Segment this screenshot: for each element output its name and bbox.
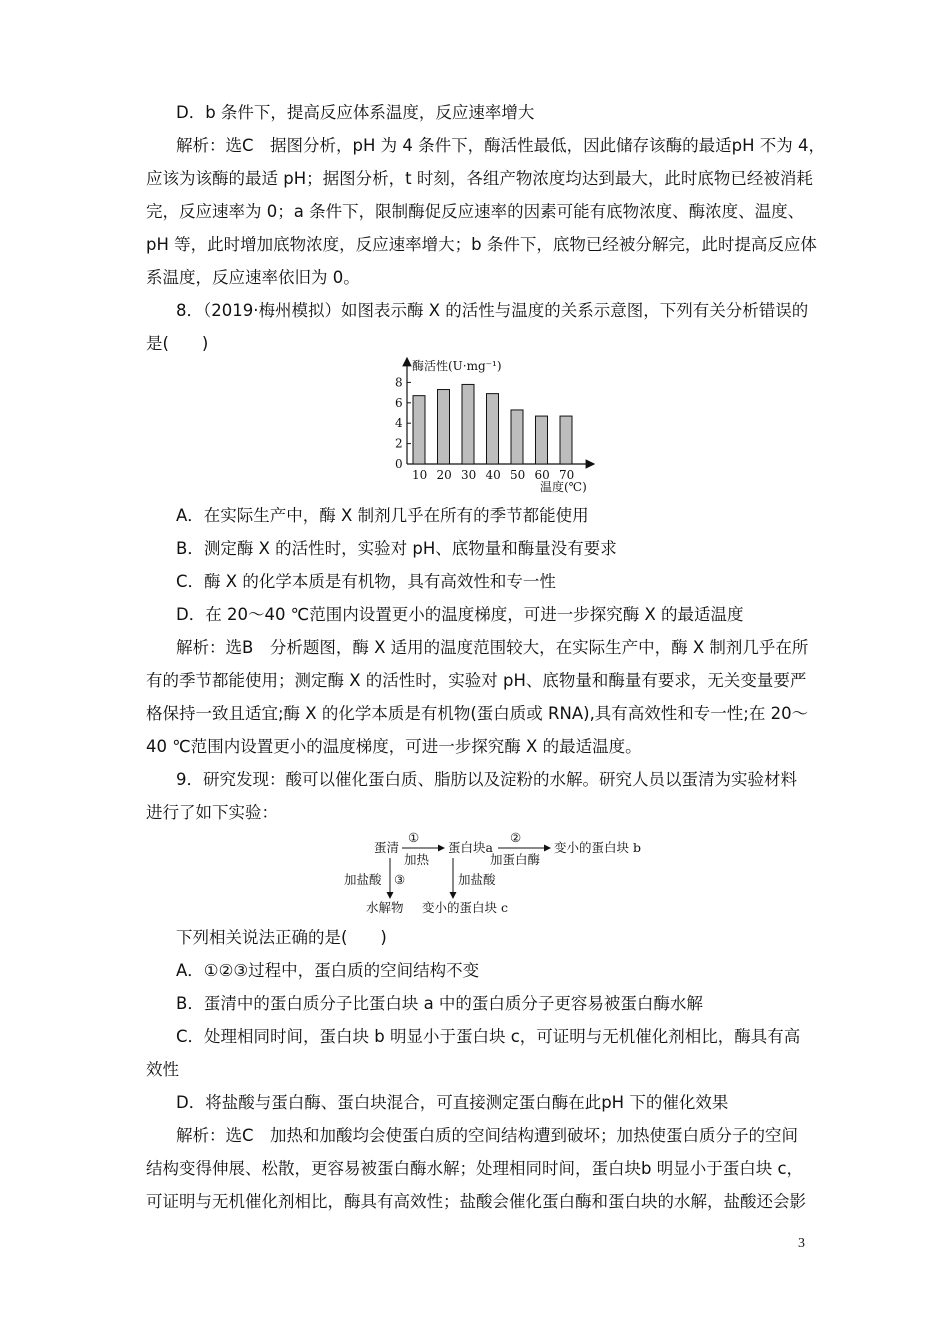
q9-analysis-line: 结构变得伸展、松散，更容易被蛋白酶水解；处理相同时间，蛋白块b 明显小于蛋白块 c， (146, 1159, 804, 1178)
q9-question: 下列相关说法正确的是( ) (176, 928, 387, 947)
add-hcl-left-label: 加盐酸 (344, 872, 382, 887)
enzyme-activity-chart (362, 354, 602, 496)
q7-analysis-line: 应该为该酶的最适 pH；据图分析，t 时刻，各组产物浓度均达到最大，此时底物已经被消耗 (146, 169, 813, 188)
q7-analysis-line: 完，反应速率为 0；a 条件下，限制酶促反应速率的因素可能有底物浓度、酶浓度、温度、 (146, 202, 805, 221)
q8-analysis-line: 有的季节都能使用；测定酶 X 的活性时，实验对 pH、底物量和酶量有要求，无关变量要严 (146, 671, 807, 690)
egg-white-label: 蛋清 (374, 840, 400, 855)
bar (487, 394, 499, 464)
y-tick-label: 2 (395, 436, 403, 451)
x-tick-label: 60 (534, 468, 550, 482)
q9-stem: 9．研究发现：酸可以催化蛋白质、脂肪以及淀粉的水解。研究人员以蛋清为实验材料 (176, 770, 797, 789)
q9-option-c-cont: 效性 (146, 1060, 179, 1079)
q9-option-a: A．①②③过程中，蛋白质的空间结构不变 (176, 961, 480, 980)
q8-analysis-line: 40 ℃范围内设置更小的温度梯度，可进一步探究酶 X 的最适温度。 (146, 737, 642, 756)
step1-label: ① (408, 830, 420, 845)
add-hcl-right-label: 加盐酸 (458, 872, 496, 887)
q9-analysis-line: 解析：选C 加热和加酸均会使蛋白质的空间结构遭到破坏；加热使蛋白质分子的空间 (176, 1126, 799, 1145)
block-a-label: 蛋白块a (448, 840, 493, 855)
q7-option-d: D．b 条件下，提高反应体系温度，反应速率增大 (176, 103, 535, 122)
y-tick-label: 8 (395, 375, 403, 390)
x-tick-label: 50 (510, 468, 526, 482)
q8-analysis-line: 解析：选B 分析题图，酶 X 适用的温度范围较大，在实际生产中，酶 X 制剂几乎在所 (176, 638, 809, 657)
y-tick-label: 4 (395, 416, 403, 431)
block-c-label: 变小的蛋白块 c (422, 900, 508, 915)
q8-option: A．在实际生产中，酶 X 制剂几乎在所有的季节都能使用 (176, 506, 589, 525)
x-tick-label: 10 (412, 468, 428, 482)
step3-label: ③ (394, 872, 406, 887)
q9-stem: 进行了如下实验： (146, 803, 278, 822)
q8-option: B．测定酶 X 的活性时，实验对 pH、底物量和酶量没有要求 (176, 539, 617, 558)
bar (560, 416, 572, 464)
experiment-flow-diagram (330, 828, 660, 924)
y-tick-label: 0 (395, 457, 403, 471)
q9-option-b: B．蛋清中的蛋白质分子比蛋白块 a 中的蛋白质分子更容易被蛋白酶水解 (176, 994, 703, 1013)
y-axis-label: 酶活性(U·mg⁻¹) (412, 359, 502, 373)
step2-label: ② (510, 830, 522, 845)
y-tick-label: 6 (395, 395, 403, 410)
x-tick-label: 20 (436, 468, 452, 482)
hydrolysate-label: 水解物 (366, 900, 404, 915)
q8-analysis-line: 格保持一致且适宜;酶 X 的化学本质是有机物(蛋白质或 RNA),具有高效性和专一性;在 20～ (146, 704, 809, 723)
q9-option-c: C．处理相同时间，蛋白块 b 明显小于蛋白块 c，可证明与无机催化剂相比，酶具有高 (176, 1027, 801, 1046)
heat-label: 加热 (404, 852, 430, 867)
bar (413, 396, 425, 464)
q7-analysis-line: 解析：选C 据图分析，pH 为 4 条件下，酶活性最低，因此储存该酶的最适pH 不为 4， (176, 136, 826, 155)
q8-stem: 是( ) (146, 334, 209, 353)
bar (438, 390, 450, 464)
q8-option: D．在 20～40 ℃范围内设置更小的温度梯度，可进一步探究酶 X 的最适温度 (176, 605, 744, 624)
q9-analysis-line: 可证明与无机催化剂相比，酶具有高效性；盐酸会催化蛋白酶和蛋白块的水解，盐酸还会影 (146, 1192, 806, 1211)
q8-stem: 8．（2019·梅州模拟）如图表示酶 X 的活性与温度的关系示意图，下列有关分析错误的 (176, 301, 809, 320)
bar (536, 416, 548, 464)
q9-option-d: D．将盐酸与蛋白酶、蛋白块混合，可直接测定蛋白酶在此pH 下的催化效果 (176, 1093, 729, 1112)
x-tick-label: 30 (461, 468, 477, 482)
x-tick-label: 70 (559, 468, 575, 482)
bar (511, 410, 523, 464)
x-tick-label: 40 (485, 468, 501, 482)
bar (462, 384, 474, 464)
q7-analysis-line: 系温度，反应速率依旧为 0。 (146, 268, 360, 287)
add-pepsin-label: 加蛋白酶 (490, 852, 541, 867)
q7-analysis-line: pH 等，此时增加底物浓度，反应速率增大；b 条件下，底物已经被分解完，此时提高反应体 (146, 235, 817, 254)
x-axis-label: 温度(℃) (540, 480, 587, 494)
block-b-label: 变小的蛋白块 b (554, 840, 641, 855)
page-number: 3 (798, 1236, 805, 1251)
q8-option: C．酶 X 的化学本质是有机物，具有高效性和专一性 (176, 572, 556, 591)
